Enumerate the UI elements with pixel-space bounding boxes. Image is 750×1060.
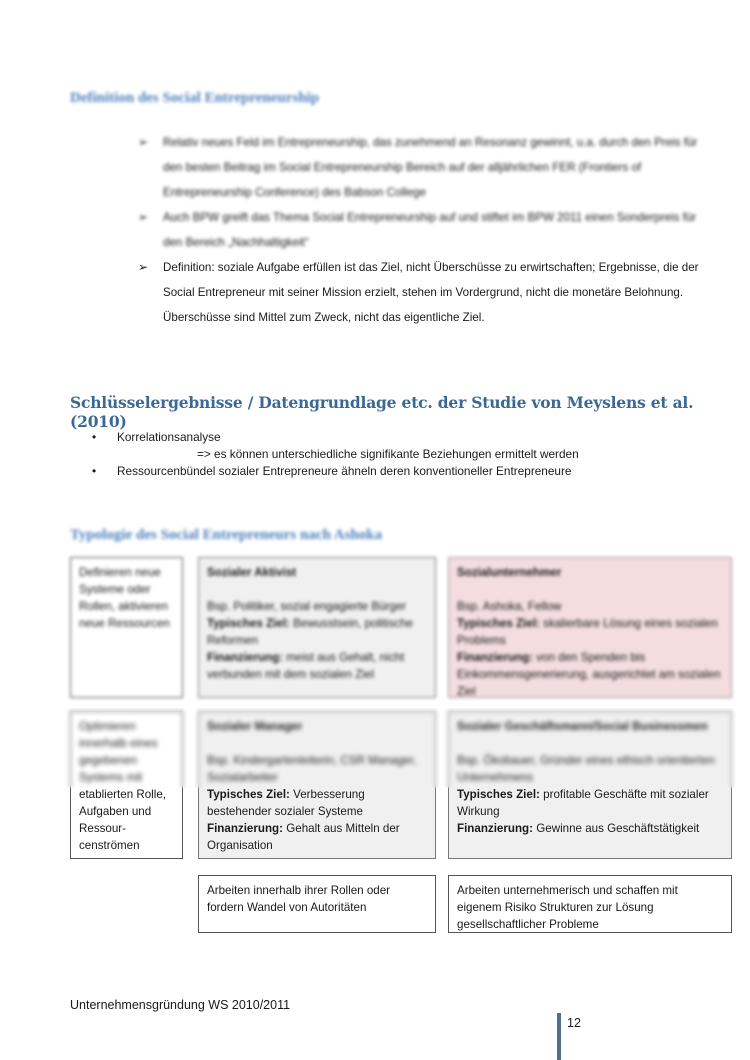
- finance-label: Finanzierung:: [207, 822, 283, 835]
- bullet-icon: •: [92, 430, 97, 444]
- list-item-text: Ressourcenbündel sozialer Entrepreneure ähneln deren konventioneller Entrepreneure: [117, 464, 572, 478]
- card-example: Bsp. Ashoka, Fellow: [457, 600, 562, 613]
- summary-text: Arbeiten unternehmerisch und schaffen mit eigenem Risiko Strukturen zur Lösung gesellschaftlicher Probleme: [457, 884, 678, 931]
- card-example: Bsp. Kindergartenleiterin, CSR Manager, Sozialarbeiter: [207, 754, 417, 784]
- goal-text: Verbesserung bestehender sozialer Systeme: [207, 788, 365, 818]
- list-item: [138, 205, 708, 255]
- finance-text: Gehalt aus Mitteln der Organisation: [207, 822, 400, 852]
- definition-list: [138, 130, 708, 330]
- page-number: 12: [567, 1016, 581, 1030]
- row-label-text: Optimieren innerhalb eines gegebenen Systems mit etablierten Rolle, Aufgaben und Ressour-cenströmen: [79, 720, 167, 852]
- arrow-bullet-icon: ➢: [138, 210, 149, 224]
- blur-overlay: [60, 708, 740, 788]
- goal-text: Bewusstsein, politische Reformen: [207, 617, 414, 647]
- arrow-bullet-icon: ➢: [138, 135, 149, 149]
- footer-course-title: Unternehmensgründung WS 2010/2011: [70, 998, 291, 1012]
- arrow-bullet-icon: ➢: [138, 260, 149, 274]
- goal-text: profitable Geschäfte mit sozialer Wirkung: [457, 788, 709, 818]
- finance-label: Finanzierung:: [457, 651, 533, 664]
- list-item-text: Korrelationsanalyse: [117, 430, 221, 444]
- card-sozialer-aktivist: [198, 557, 436, 698]
- finance-text: Gewinne aus Geschäftstätigkeit: [536, 822, 700, 835]
- list-item: [92, 463, 692, 480]
- card-example: Bsp. Politiker, sozial engagierte Bürger: [207, 600, 407, 613]
- section-heading-typology: Typologie des Social Entrepreneurs nach Ashoka: [70, 527, 383, 543]
- goal-label: Typisches Ziel:: [457, 788, 540, 801]
- summary-text: Arbeiten innerhalb ihrer Rollen oder fordern Wandel von Autoritäten: [207, 884, 391, 914]
- goal-label: Typisches Ziel:: [207, 788, 290, 801]
- goal-label: Typisches Ziel:: [207, 617, 290, 630]
- row-label-text: Definieren neue Systeme oder Rollen, aktivieren neue Ressourcen: [79, 566, 170, 630]
- goal-label: Typisches Ziel:: [457, 617, 540, 630]
- card-title: Sozialer Manager: [207, 720, 303, 733]
- row1-label-box: [70, 557, 183, 698]
- section-heading-definition: Definition des Social Entrepreneurship: [70, 90, 320, 106]
- list-item: [138, 255, 708, 330]
- page-number-bar: [557, 1013, 561, 1060]
- section-heading-key-results: Schlüsselergebnisse / Datengrundlage etc. der Studie von Meyslens et al. (2010): [70, 393, 694, 431]
- finance-text: von den Spenden bis Einkommensgenerierung, ausgerichtet am sozialen Ziel: [457, 651, 721, 698]
- list-item: [92, 429, 692, 463]
- finance-label: Finanzierung:: [457, 822, 533, 835]
- list-item: [138, 130, 708, 205]
- card-example: Bsp. Ökobauer, Gründer eines ethisch orientierten Unternehmens: [457, 754, 715, 784]
- card-title: Sozialunternehmer: [457, 566, 562, 579]
- card-title: Sozialer Aktivist: [207, 566, 297, 579]
- summary-box-right: [448, 875, 732, 933]
- goal-text: skalierbare Lösung eines sozialen Problems: [457, 617, 718, 647]
- card-title: Sozialer Geschäftsmann/Social Businessmen: [457, 720, 708, 733]
- finance-label: Finanzierung:: [207, 651, 283, 664]
- list-item-text: Relativ neues Feld im Entrepreneurship, das zunehmend an Resonanz gewinnt, u.a. durch den Preis für den besten Beitrag im Social Entrepreneurship Bereich auf der alljährlichen FER (Frontiers of Entrepreneurship Conference) des Babson College: [163, 136, 698, 199]
- list-item-text: Auch BPW greift das Thema Social Entrepreneurship auf und stiftet im BPW 2011 einen Sonderpreis für den Bereich „Nachhaltigkeit“: [163, 211, 697, 249]
- summary-box-left: [198, 875, 436, 933]
- bullet-icon: •: [92, 464, 97, 478]
- finance-text: meist aus Gehalt, nicht verbunden mit dem sozialen Ziel: [207, 651, 405, 681]
- list-item-subtext: => es können unterschiedliche signifikante Beziehungen ermittelt werden: [197, 447, 579, 461]
- results-list: [92, 429, 692, 480]
- list-item-text: Definition: soziale Aufgabe erfüllen ist das Ziel, nicht Überschüsse zu erwirtschaften; Ergebnisse, die der Social Entrepreneur mit seiner Mission erzielt, stehen im Vordergrund, nicht die monetäre Belohnung. Überschüsse sind Mittel zum Zweck, nicht das eigentliche Ziel.: [163, 261, 699, 324]
- card-sozialunternehmer: [448, 557, 732, 698]
